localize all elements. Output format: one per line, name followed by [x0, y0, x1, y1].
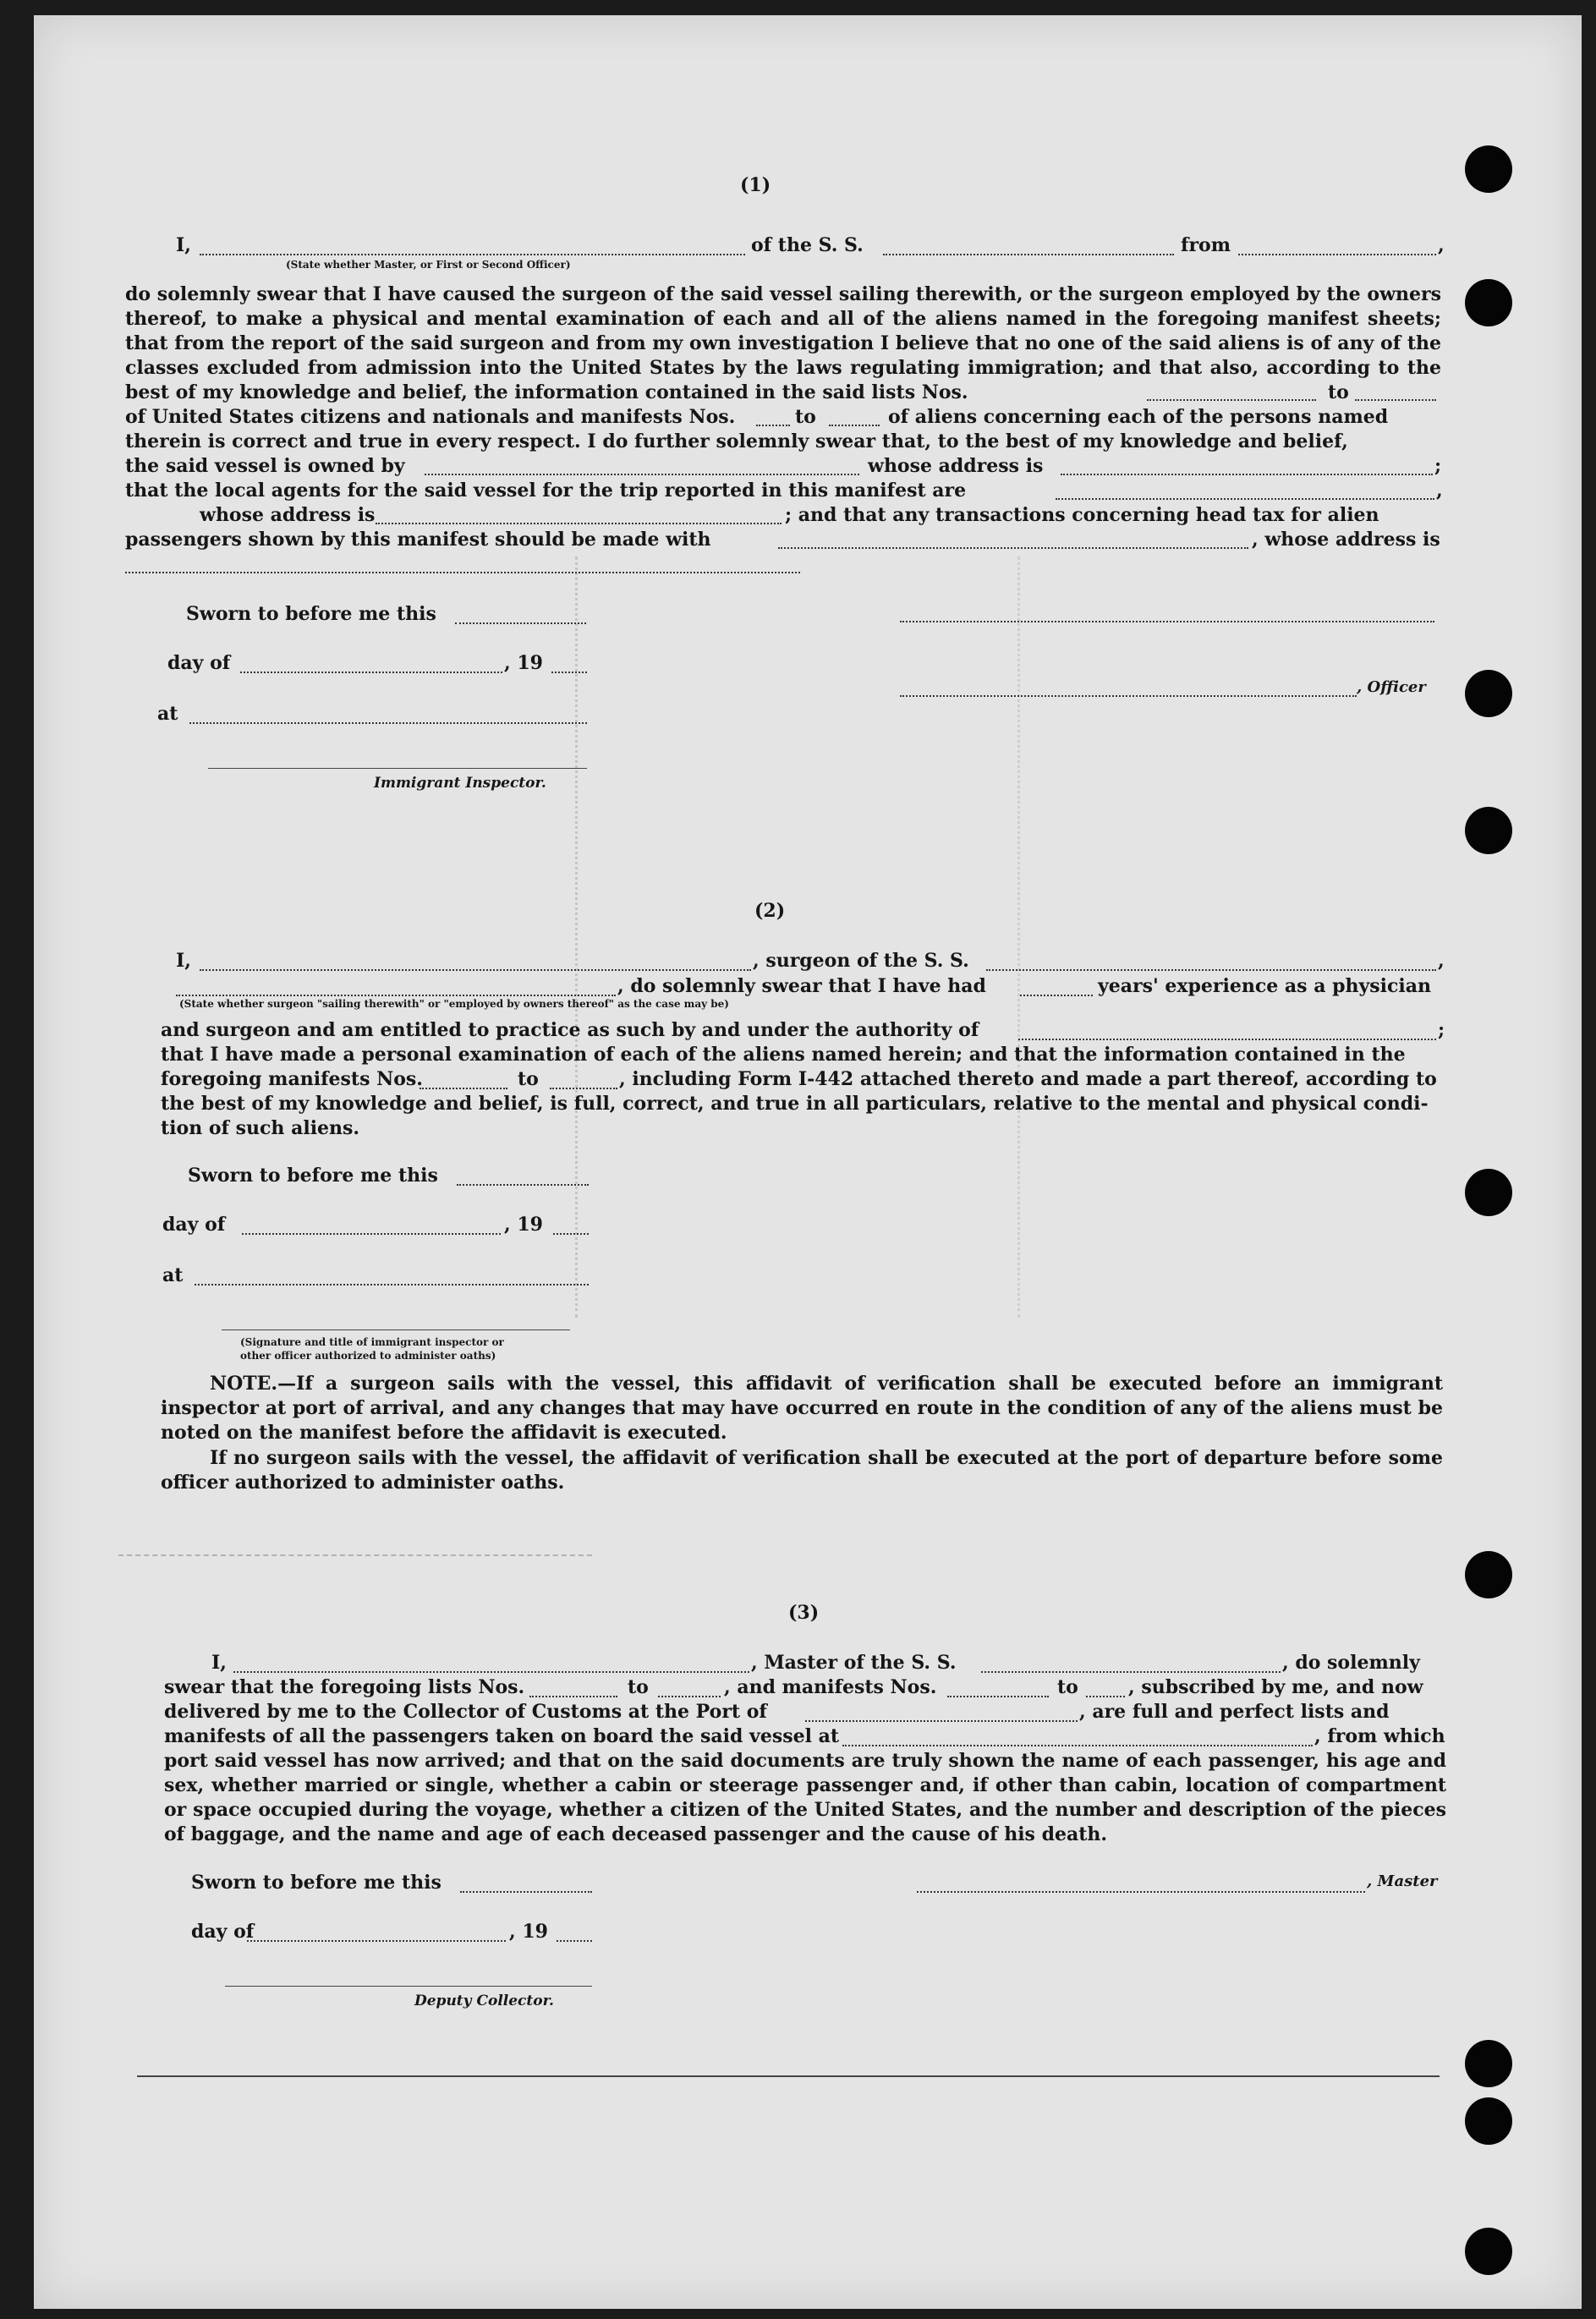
s2-line5c: , including Form I-442 attached thereto and made a part thereof, according to	[619, 1068, 1437, 1090]
s2-surgeon-name-field[interactable]	[200, 969, 751, 971]
binder-hole	[1465, 670, 1512, 717]
s2-line5b: to	[518, 1068, 539, 1090]
s1-at-field[interactable]	[189, 722, 587, 724]
section-2-number: (2)	[754, 900, 786, 922]
s2-surgeon-of: , surgeon of the S. S.	[753, 950, 969, 972]
s3-line2c: , and manifests Nos.	[724, 1676, 937, 1698]
s1-at: at	[157, 703, 178, 725]
s3-lists-from-field[interactable]	[529, 1696, 617, 1697]
s2-month-field[interactable]	[242, 1233, 501, 1235]
s1-passengers: passengers shown by this manifest should be made with	[125, 529, 711, 551]
s2-years-field[interactable]	[1020, 995, 1093, 996]
s1-officer-field[interactable]	[200, 254, 745, 255]
s1-owner-field[interactable]	[425, 474, 859, 475]
bottom-rule	[137, 2075, 1440, 2077]
s3-line4a: manifests of all the passengers taken on board the said vessel at	[164, 1725, 840, 1747]
s3-line2b: to	[628, 1676, 649, 1698]
s1-whose-address-3: , whose address is	[1252, 529, 1440, 551]
s2-caption: (State whether surgeon "sailing therewith" or "employed by owners thereof" as the case may be)	[179, 998, 729, 1010]
s3-line2a: swear that the foregoing lists Nos.	[164, 1676, 525, 1698]
s1-from: from	[1181, 234, 1231, 256]
s3-master-name-field[interactable]	[233, 1671, 749, 1673]
s1-head-tax-contact-field[interactable]	[778, 547, 1248, 549]
s1-officer-title-field[interactable]	[900, 695, 1357, 697]
s3-master-signature-field[interactable]	[917, 1891, 1365, 1893]
s1-body: do solemnly swear that I have caused the surgeon of the said vessel sailing therewith, or the surgeon employed by the owners thereof, to make a physical and mental examination of each and all of the aliens named in the foregoing manifest sheets; that from the report of the said surgeon and from my own investigation I believe that no one of the said aliens is of any of the classes excluded from admission into the United States by the laws regulating immigration; and that also, according to the best of my knowledge and belief, the information contained in the said lists Nos.	[125, 283, 1441, 403]
s2-years-experience: years' experience as a physician	[1098, 975, 1432, 997]
s1-agents-comma: ,	[1436, 480, 1443, 502]
s2-sworn-day-field[interactable]	[457, 1184, 589, 1186]
binder-hole	[1465, 807, 1512, 854]
s3-master-of: , Master of the S. S.	[751, 1652, 957, 1674]
s3-deputy-label: Deputy Collector.	[414, 1993, 554, 2009]
s3-year-field[interactable]	[557, 1940, 592, 1942]
s2-signature-line	[222, 1329, 570, 1330]
s1-to1: to	[1328, 381, 1349, 403]
faint-rule	[118, 1554, 592, 1556]
s3-line2e: , subscribed by me, and now	[1128, 1676, 1423, 1698]
s1-semicolon: ;	[1434, 455, 1442, 477]
s1-to2: to	[795, 406, 816, 428]
s3-nineteen: , 19	[509, 1921, 548, 1943]
s3-manifests-to-field[interactable]	[1086, 1696, 1125, 1697]
s2-manifests-from-field[interactable]	[420, 1088, 507, 1089]
s2-comma: ,	[1438, 950, 1445, 972]
s1-year-field[interactable]	[551, 672, 587, 673]
s1-inspector-line	[208, 768, 587, 769]
s1-body3: therein is correct and true in every respect. I do further solemnly swear that, to the best of my knowledge and belief,	[125, 430, 1348, 452]
s2-note: NOTE.—If a surgeon sails with the vessel, this affidavit of verification shall be executed before an immigrant inspector at port of arrival, and any changes that may have occurred en route in the condition of any of the aliens must be noted on the manifest before the affidavit is executed.	[161, 1373, 1443, 1444]
s2-vessel-field[interactable]	[986, 969, 1436, 971]
s1-manifests-from-field[interactable]	[756, 425, 790, 426]
s3-manifests-from-field[interactable]	[947, 1696, 1049, 1697]
s1-officer-signature-field[interactable]	[900, 621, 1434, 622]
s3-lists-to-field[interactable]	[658, 1696, 721, 1697]
s2-line6: the best of my knowledge and belief, is full, correct, and true in all particulars, relative to the mental and physical condi-	[161, 1093, 1429, 1115]
s2-at-field[interactable]	[195, 1284, 589, 1286]
s1-day-of: day of	[167, 652, 231, 674]
s3-departure-port-field[interactable]	[842, 1745, 1313, 1746]
binder-hole	[1465, 1169, 1512, 1216]
s1-owner-address-field[interactable]	[1061, 474, 1433, 475]
s1-manifests-to-field[interactable]	[829, 425, 880, 426]
binder-hole	[1465, 2228, 1512, 2275]
s1-sworn-day-field[interactable]	[455, 622, 586, 624]
s2-line5a: foregoing manifests Nos.	[161, 1068, 423, 1090]
s3-line3a: delivered by me to the Collector of Customs at the Port of	[164, 1701, 767, 1723]
binder-hole	[1465, 145, 1512, 193]
s2-note-2: If no surgeon sails with the vessel, the affidavit of verification shall be executed at the port of departure before some officer authorized to administer oaths.	[161, 1447, 1443, 1494]
s1-month-field[interactable]	[240, 672, 502, 673]
binder-hole	[1465, 2097, 1512, 2145]
s3-month-field[interactable]	[247, 1940, 506, 1942]
s2-i: I,	[176, 950, 191, 972]
s2-line4: that I have made a personal examination of each of the aliens named herein; and that the information contained in the	[161, 1044, 1406, 1066]
s1-owned-by: the said vessel is owned by	[125, 455, 405, 477]
s2-status-field[interactable]	[176, 995, 616, 996]
s1-i: I,	[176, 234, 191, 256]
section-3-number: (3)	[788, 1602, 820, 1624]
s1-agents: that the local agents for the said vessel for the trip reported in this manifest are	[125, 480, 967, 502]
s1-body2a: of United States citizens and nationals and manifests Nos.	[125, 406, 736, 428]
s2-manifests-to-field[interactable]	[550, 1088, 617, 1089]
s3-vessel-field[interactable]	[981, 1671, 1281, 1673]
s1-lists-to-field[interactable]	[1355, 399, 1436, 401]
s1-nineteen: , 19	[504, 652, 543, 674]
s2-swear: , do solemnly swear that I have had	[617, 975, 986, 997]
binder-hole	[1465, 1551, 1512, 1598]
s1-agents-field[interactable]	[1056, 498, 1434, 500]
s1-agents-address-field[interactable]	[376, 523, 782, 524]
s2-sworn: Sworn to before me this	[188, 1165, 438, 1187]
s1-sworn: Sworn to before me this	[186, 603, 436, 625]
s2-line7: tion of such aliens.	[161, 1117, 360, 1139]
s1-contact-address-field[interactable]	[125, 572, 800, 573]
s3-line3b: , are full and perfect lists and	[1079, 1701, 1390, 1723]
s2-at: at	[162, 1264, 184, 1286]
s1-whose-address: whose address is	[868, 455, 1044, 477]
manifest-affidavit-page	[34, 15, 1582, 2309]
s2-nineteen: , 19	[504, 1214, 543, 1236]
s3-sworn-day-field[interactable]	[460, 1891, 592, 1893]
s1-caption: (State whether Master, or First or Second Officer)	[286, 259, 571, 271]
s2-authority-field[interactable]	[1018, 1039, 1436, 1040]
s2-sig-caption-2: other officer authorized to administer oaths)	[240, 1350, 496, 1362]
s3-deputy-line	[225, 1986, 592, 1987]
s1-of-ss: of the S. S.	[751, 234, 864, 256]
binder-hole	[1465, 2040, 1512, 2087]
s2-line3-end: ;	[1438, 1019, 1445, 1041]
s1-from-field[interactable]	[1238, 254, 1436, 255]
s1-head-tax: ; and that any transactions concerning head tax for alien	[785, 504, 1379, 526]
s1-vessel-field[interactable]	[883, 254, 1174, 255]
s3-i: I,	[211, 1652, 227, 1674]
s3-body: port said vessel has now arrived; and that on the said documents are truly shown the name of each passenger, his age and sex, whether married or single, whether a cabin or steerage passenger and, if other than cabin, location of compartment or space occupied during the voyage, whether a citizen of the United States, and the number and description of the pieces of baggage, and the name and age of each deceased passenger and the cause of his death.	[164, 1750, 1446, 1845]
s1-comma: ,	[1438, 234, 1445, 256]
s1-lists-from-field[interactable]	[1147, 399, 1316, 401]
s1-officer-label: , Officer	[1357, 678, 1426, 696]
s3-day-of: day of	[191, 1921, 255, 1943]
s3-solemnly: , do solemnly	[1282, 1652, 1420, 1674]
s2-year-field[interactable]	[553, 1233, 589, 1235]
s3-master-label: , Master	[1367, 1872, 1438, 1890]
s2-line3: and surgeon and am entitled to practice as such by and under the authority of	[161, 1019, 979, 1041]
s1-inspector-label: Immigrant Inspector.	[374, 775, 546, 792]
s2-day-of: day of	[162, 1214, 226, 1236]
section-1-number: (1)	[740, 174, 771, 196]
s3-sworn: Sworn to before me this	[191, 1872, 442, 1894]
s1-whose-address-2: whose address is	[200, 504, 376, 526]
s3-line4b: , from which	[1314, 1725, 1445, 1747]
s3-port-field[interactable]	[805, 1720, 1078, 1722]
bleed-through-texture	[575, 556, 1020, 1318]
s3-line2d: to	[1057, 1676, 1078, 1698]
s2-sig-caption-1: (Signature and title of immigrant inspector or	[240, 1336, 504, 1348]
s1-body2b: of aliens concerning each of the persons named	[888, 406, 1389, 428]
binder-hole	[1465, 279, 1512, 326]
